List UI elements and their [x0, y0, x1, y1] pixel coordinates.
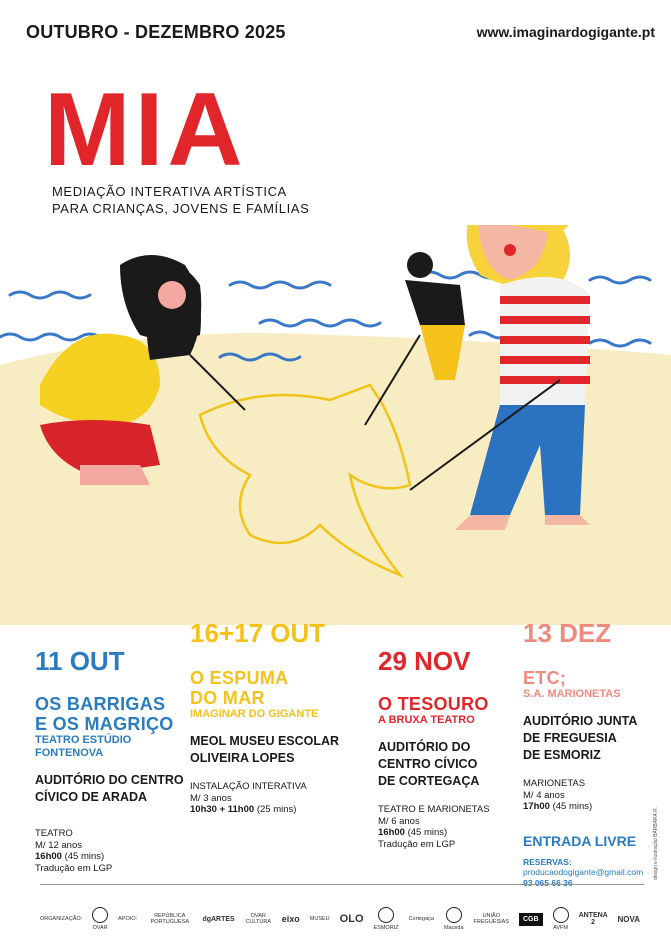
logo-museu: MUSEU — [309, 916, 330, 922]
event-venue-line: MEOL MUSEU ESCOLAR — [190, 734, 340, 748]
free-entry-label: ENTRADA LIVRE — [523, 832, 637, 849]
event-column-3 — [378, 648, 518, 850]
logo-eixo: eixo — [281, 914, 300, 924]
event-age: M/ 3 anos — [190, 792, 232, 804]
event-title-line: DO MAR — [190, 688, 265, 708]
event-extra: Tradução em LGP — [378, 838, 456, 850]
event-time: 10h30 + 11h00 — [190, 804, 255, 815]
reservations-label: RESERVAS: — [523, 856, 572, 867]
subtitle-line-2: PARA CRIANÇAS, JOVENS E FAMÍLIAS — [52, 201, 310, 216]
event-time-line — [35, 851, 185, 863]
event-duration: (45 mins) — [549, 801, 593, 812]
logo-dgartes: dgARTES — [202, 915, 235, 923]
event-date: 13 DEZ — [523, 618, 612, 648]
tree-icon — [446, 907, 462, 923]
event-title-line: O ESPUMA — [190, 668, 289, 688]
event-time: 16h00 — [378, 827, 405, 838]
logo-avfm: AVFM — [553, 907, 569, 931]
event-duration: (45 mins) — [61, 851, 105, 862]
event-venue-line: OLIVEIRA LOPES — [190, 751, 295, 765]
event-venue-line: CÍVICO DE ARADA — [35, 790, 148, 804]
event-time: 17h00 — [523, 801, 550, 812]
event-column-2 — [190, 620, 370, 816]
event-date: 11 OUT — [35, 646, 125, 676]
event-date: 29 NOV — [378, 646, 471, 676]
logo-maceda: Maceda — [444, 907, 464, 931]
event-venue — [523, 713, 663, 764]
ovar-icon — [92, 907, 108, 923]
event-venue-line: DE ESMORIZ — [523, 748, 601, 762]
event-age: M/ 12 anos — [35, 839, 82, 851]
event-column-1 — [35, 648, 185, 874]
event-info — [523, 778, 663, 813]
event-venue-line: DE FREGUESIA — [523, 731, 617, 745]
logo-ovar-cultura: OVAR CULTURA — [245, 913, 272, 925]
website-link[interactable]: www.imaginardogigante.pt — [476, 24, 655, 40]
avfm-icon — [553, 907, 569, 923]
event-date: 16+17 OUT — [190, 618, 326, 648]
event-age: M/ 4 anos — [523, 789, 565, 801]
logo-antena2: ANTENA 2 — [578, 912, 608, 926]
subtitle-line-1: MEDIAÇÃO INTERATIVA ARTÍSTICA — [52, 184, 287, 199]
logo-cgb: CGB — [519, 913, 543, 926]
sponsor-logos — [40, 900, 640, 938]
event-info — [378, 804, 518, 850]
reservations-email[interactable]: producaodogigante@gmail.com — [523, 867, 644, 877]
logo-esmoriz: ESMORIZ — [374, 907, 399, 931]
event-time: 16h00 — [35, 851, 62, 862]
date-range-header: OUTUBRO - DEZEMBRO 2025 — [26, 22, 286, 42]
logo-nova: NOVA — [617, 914, 640, 924]
event-title-line: E OS MAGRIÇO — [35, 714, 174, 734]
event-info — [190, 781, 370, 816]
event-venue — [35, 772, 185, 806]
event-title — [190, 668, 370, 708]
event-type: TEATRO E MARIONETAS — [378, 804, 490, 815]
cross-icon — [378, 907, 394, 923]
event-type: INSTALAÇÃO INTERATIVA — [190, 781, 307, 792]
event-company-line: FONTENOVA — [35, 747, 104, 759]
event-company — [35, 734, 185, 760]
logo-olo: OLO — [339, 913, 364, 925]
event-type: MARIONETAS — [523, 778, 586, 789]
event-extra: Tradução em LGP — [35, 862, 113, 874]
event-company: IMAGINAR DO GIGANTE — [190, 708, 319, 720]
logo-cortegaca: Cortegaça — [408, 916, 434, 922]
event-venue-line: DE CORTEGAÇA — [378, 774, 480, 788]
support-label: APOIO: — [118, 916, 138, 922]
event-company-line: TEATRO ESTÚDIO — [35, 734, 132, 746]
event-venue — [378, 739, 518, 790]
event-title: ETC; — [523, 668, 567, 688]
event-duration: (25 mins) — [254, 804, 297, 815]
event-venue-line: AUDITÓRIO DO — [378, 740, 471, 754]
logo-uniao: UNIÃO FREGUESIAS — [473, 913, 509, 925]
event-venue-line: CENTRO CÍVICO — [378, 757, 478, 771]
event-type: TEATRO — [35, 828, 73, 839]
event-title: O TESOURO — [378, 694, 489, 714]
reservations-phone[interactable]: 93 065 66 36 — [523, 877, 573, 888]
event-venue-line: AUDITÓRIO JUNTA — [523, 714, 638, 728]
event-duration: (45 mins) — [404, 827, 448, 838]
event-time-line — [190, 804, 370, 816]
page-title: MIA — [44, 72, 247, 188]
beach-illustration — [0, 225, 671, 625]
footer-divider — [40, 884, 644, 885]
subtitle — [52, 183, 309, 217]
event-company: S.A. MARIONETAS — [523, 688, 621, 700]
event-info — [35, 828, 185, 874]
logo-ovar: OVAR — [92, 907, 108, 931]
logo-republica: REPÚBLICA PORTUGUESA — [150, 913, 189, 925]
event-column-4 — [523, 620, 663, 888]
design-credit: design e ilustração BÁRBARA R. — [653, 806, 659, 880]
event-time-line — [523, 801, 663, 813]
event-venue — [190, 733, 370, 767]
event-time-line — [378, 827, 518, 839]
event-company: A BRUXA TEATRO — [378, 714, 475, 726]
event-title — [35, 694, 185, 734]
event-age: M/ 6 anos — [378, 815, 420, 827]
organization-label: ORGANIZAÇÃO: — [40, 916, 83, 922]
event-venue-line: AUDITÓRIO DO CENTRO — [35, 773, 184, 787]
event-title-line: OS BARRIGAS — [35, 694, 166, 714]
